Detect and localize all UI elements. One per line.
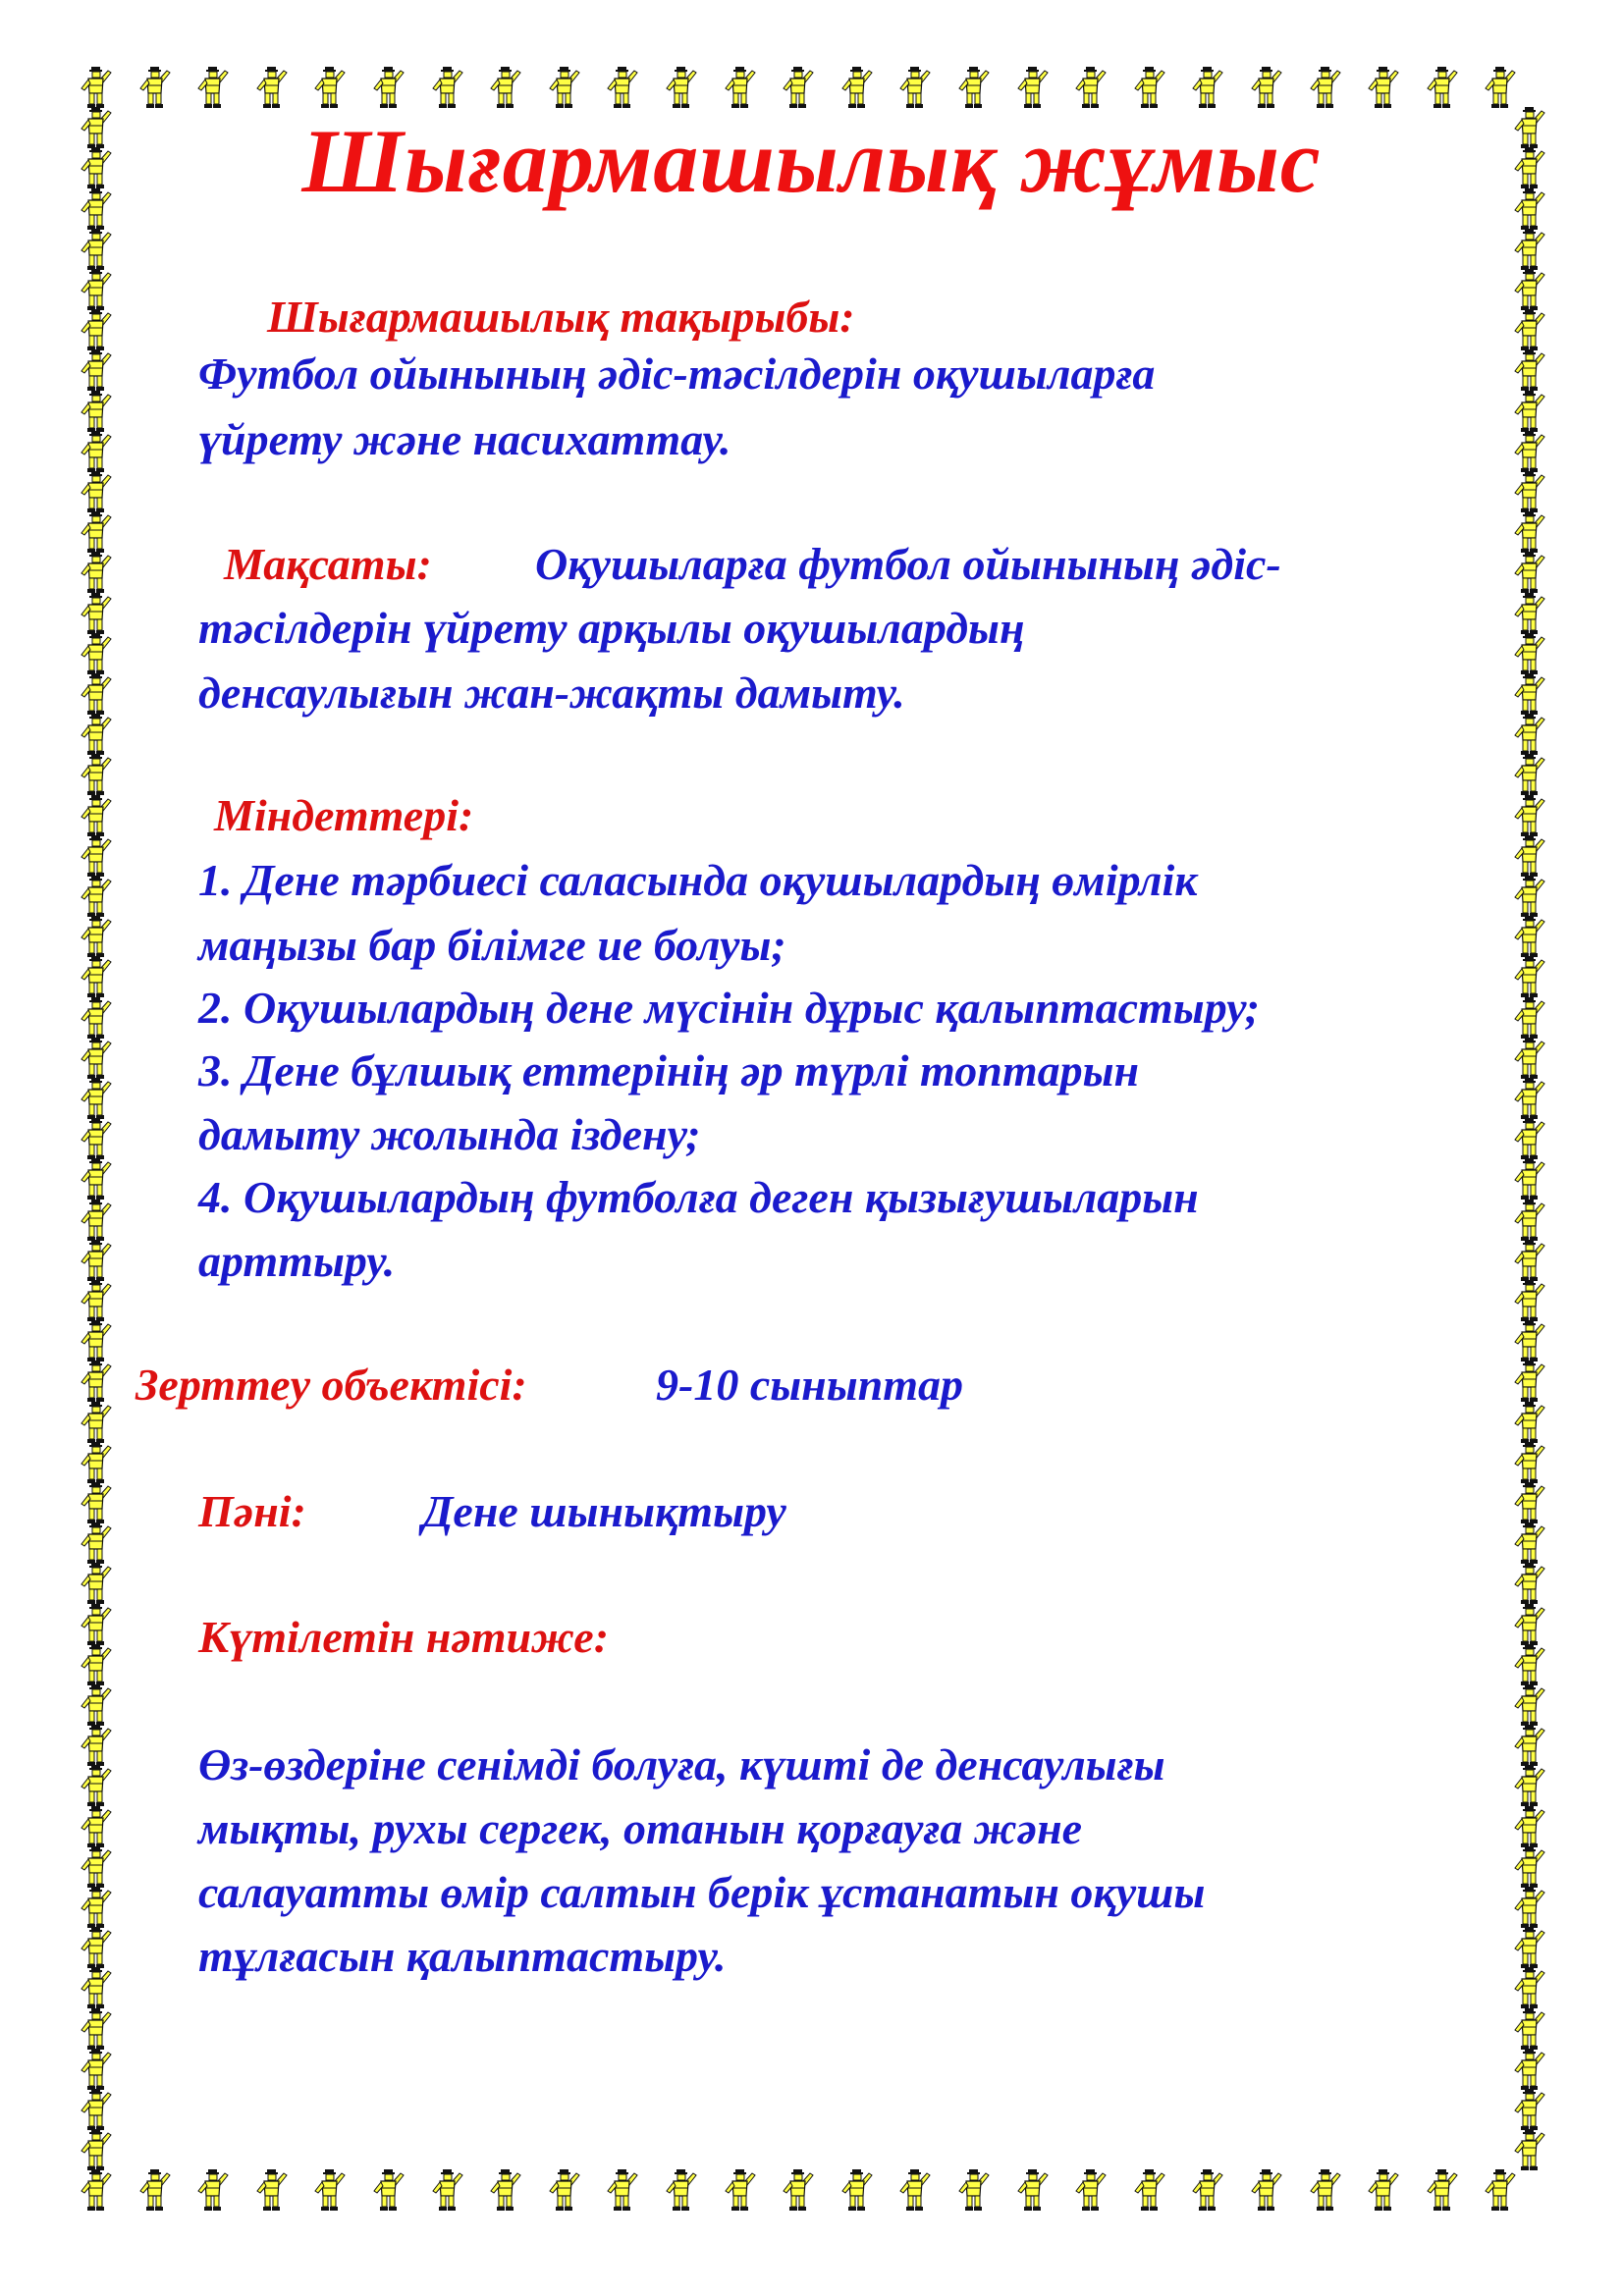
football-player-figure-icon [79, 511, 112, 553]
football-player-figure-icon [79, 1118, 112, 1159]
football-player-figure-icon [1512, 1522, 1545, 1564]
football-player-figure-icon [79, 876, 112, 917]
goal-label: Мақсаты: [224, 539, 432, 589]
research-object-label: Зерттеу объектісі: [135, 1360, 527, 1410]
football-player-figure-icon [1512, 1078, 1545, 1119]
football-player-figure-icon [79, 633, 112, 674]
task-line: 4. Оқушылардың футболға деген қызығушыларын [198, 1172, 1199, 1222]
football-player-figure-icon [1512, 1846, 1545, 1888]
football-player-figure-icon [1512, 471, 1545, 512]
football-player-figure-icon [1512, 1967, 1545, 2008]
goal-line: тәсілдерін үйрету арқылы оқушылардың [198, 603, 1025, 653]
football-player-figure-icon [79, 754, 112, 795]
football-player-figure-icon [1512, 714, 1545, 755]
football-player-figure-icon [79, 997, 112, 1039]
football-player-figure-icon [79, 1563, 112, 1604]
football-player-figure-icon [79, 956, 112, 997]
football-player-figure-icon [1483, 2169, 1516, 2211]
football-player-figure-icon [1308, 2169, 1341, 2211]
football-player-figure-icon [430, 67, 463, 108]
football-player-figure-icon [1073, 67, 1107, 108]
football-player-figure-icon [664, 2169, 697, 2211]
football-player-figure-icon [839, 2169, 873, 2211]
football-player-figure-icon [1512, 1765, 1545, 1806]
football-player-figure-icon [1512, 1118, 1545, 1159]
football-player-figure-icon [1015, 67, 1049, 108]
football-player-figure-icon [723, 67, 756, 108]
football-player-figure-icon [1512, 956, 1545, 997]
goal-line: денсаулығын жан-жақты дамыту. [198, 667, 905, 718]
football-player-figure-icon [79, 1482, 112, 1523]
football-player-figure-icon [1132, 67, 1165, 108]
football-player-figure-icon [79, 1644, 112, 1685]
football-player-figure-icon [79, 1604, 112, 1645]
football-player-figure-icon [1512, 2129, 1545, 2170]
football-player-figure-icon [79, 1280, 112, 1321]
football-player-figure-icon [1512, 1038, 1545, 1079]
football-player-figure-icon [1512, 754, 1545, 795]
football-player-figure-icon [1512, 795, 1545, 836]
football-player-figure-icon [79, 1240, 112, 1281]
football-player-figure-icon [1512, 2008, 1545, 2050]
football-player-figure-icon [781, 67, 814, 108]
football-player-figure-icon [1512, 229, 1545, 270]
football-player-figure-icon [79, 1200, 112, 1241]
football-player-figure-icon [1512, 1158, 1545, 1200]
football-player-figure-icon [79, 2169, 112, 2211]
topic-line: үйрету және насихаттау. [198, 414, 731, 464]
football-player-figure-icon [1512, 673, 1545, 715]
subject-value: Дене шынықтыру [422, 1486, 786, 1536]
football-player-figure-icon [1512, 1806, 1545, 1847]
football-player-figure-icon [79, 269, 112, 310]
football-player-figure-icon [1308, 67, 1341, 108]
football-player-figure-icon [605, 2169, 638, 2211]
football-player-figure-icon [897, 2169, 931, 2211]
subject-label: Пәні: [198, 1486, 306, 1536]
expected-result-line: мықты, рухы сергек, отанын қорғауға және [198, 1803, 1083, 1853]
football-player-figure-icon [1512, 431, 1545, 472]
football-player-figure-icon [1512, 2089, 1545, 2130]
football-player-figure-icon [79, 2049, 112, 2090]
football-player-figure-icon [1512, 1442, 1545, 1483]
football-player-figure-icon [605, 67, 638, 108]
task-line: арттыру. [198, 1236, 396, 1286]
football-player-figure-icon [1512, 1320, 1545, 1362]
football-player-figure-icon [1249, 67, 1282, 108]
football-player-figure-icon [79, 1684, 112, 1726]
football-player-figure-icon [79, 431, 112, 472]
topic-label: Шығармашылық тақырыбы: [267, 292, 855, 342]
football-player-figure-icon [371, 2169, 405, 2211]
football-player-figure-icon [1512, 269, 1545, 310]
football-player-figure-icon [781, 2169, 814, 2211]
football-player-figure-icon [79, 1158, 112, 1200]
football-player-figure-icon [1190, 2169, 1223, 2211]
football-player-figure-icon [1512, 1725, 1545, 1766]
football-player-figure-icon [79, 1927, 112, 1968]
football-player-figure-icon [1512, 835, 1545, 877]
page-title: Шығармашылық жұмыс [301, 111, 1322, 211]
football-player-figure-icon [79, 349, 112, 391]
football-player-figure-icon [79, 1806, 112, 1847]
football-player-figure-icon [254, 2169, 288, 2211]
football-player-figure-icon [1512, 552, 1545, 593]
football-player-figure-icon [1512, 1361, 1545, 1402]
football-player-figure-icon [79, 2089, 112, 2130]
football-player-figure-icon [956, 2169, 990, 2211]
football-player-figure-icon [1512, 1240, 1545, 1281]
football-player-figure-icon [79, 391, 112, 432]
football-player-figure-icon [1512, 916, 1545, 957]
football-player-figure-icon [1249, 2169, 1282, 2211]
football-player-figure-icon [1425, 2169, 1458, 2211]
football-player-figure-icon [79, 229, 112, 270]
football-player-figure-icon [1512, 2049, 1545, 2090]
football-player-figure-icon [488, 67, 521, 108]
football-player-figure-icon [430, 2169, 463, 2211]
football-player-figure-icon [1512, 1644, 1545, 1685]
football-player-figure-icon [79, 593, 112, 634]
football-player-figure-icon [956, 67, 990, 108]
football-player-figure-icon [79, 471, 112, 512]
football-player-figure-icon [1512, 593, 1545, 634]
football-player-figure-icon [79, 1846, 112, 1888]
football-player-figure-icon [488, 2169, 521, 2211]
football-player-figure-icon [1073, 2169, 1107, 2211]
football-player-figure-icon [1425, 67, 1458, 108]
task-line: 1. Дене тәрбиесі саласында оқушылардың өмірлік [198, 855, 1198, 905]
football-player-figure-icon [547, 67, 580, 108]
football-player-figure-icon [79, 1402, 112, 1443]
football-player-figure-icon [79, 1765, 112, 1806]
football-player-figure-icon [79, 916, 112, 957]
football-player-figure-icon [137, 67, 171, 108]
football-player-figure-icon [1512, 1684, 1545, 1726]
expected-result-line: тұлғасын қалыптастыру. [198, 1931, 727, 1981]
expected-result-label: Күтілетін нәтиже: [198, 1612, 610, 1662]
football-player-figure-icon [195, 2169, 229, 2211]
research-object-value: 9-10 сыныптар [656, 1360, 963, 1410]
football-player-figure-icon [1512, 633, 1545, 674]
football-player-figure-icon [79, 552, 112, 593]
football-player-figure-icon [1512, 349, 1545, 391]
football-player-figure-icon [79, 795, 112, 836]
football-player-figure-icon [1512, 391, 1545, 432]
football-player-figure-icon [79, 835, 112, 877]
football-player-figure-icon [79, 2008, 112, 2050]
football-player-figure-icon [1132, 2169, 1165, 2211]
football-player-figure-icon [839, 67, 873, 108]
football-player-figure-icon [1190, 67, 1223, 108]
football-player-figure-icon [1512, 1402, 1545, 1443]
football-player-figure-icon [79, 2129, 112, 2170]
football-player-figure-icon [79, 1725, 112, 1766]
football-player-figure-icon [723, 2169, 756, 2211]
football-player-figure-icon [79, 1522, 112, 1564]
football-player-figure-icon [79, 1320, 112, 1362]
football-player-figure-icon [664, 67, 697, 108]
football-player-figure-icon [547, 2169, 580, 2211]
football-player-figure-icon [79, 673, 112, 715]
football-player-figure-icon [79, 714, 112, 755]
football-player-figure-icon [79, 1078, 112, 1119]
football-player-figure-icon [1512, 309, 1545, 350]
football-player-figure-icon [1512, 1927, 1545, 1968]
task-line: 2. Оқушылардың дене мүсінін дұрыс қалыптастыру; [198, 983, 1261, 1033]
football-player-figure-icon [312, 2169, 346, 2211]
football-player-figure-icon [1512, 1604, 1545, 1645]
expected-result-line: Өз-өздеріне сенімді болуға, күшті де денсаулығы [198, 1739, 1165, 1789]
football-player-figure-icon [79, 1442, 112, 1483]
football-player-figure-icon [1512, 1200, 1545, 1241]
football-player-figure-icon [1512, 1482, 1545, 1523]
football-player-figure-icon [1512, 876, 1545, 917]
football-player-figure-icon [79, 1887, 112, 1928]
task-line: 3. Дене бұлшық еттерінің әр түрлі топтарын [198, 1045, 1140, 1095]
task-line: маңызы бар білімге ие болуы; [198, 920, 786, 970]
football-player-figure-icon [79, 1967, 112, 2008]
football-player-figure-icon [312, 67, 346, 108]
football-player-figure-icon [1512, 1887, 1545, 1928]
topic-line: Футбол ойынының әдіс-тәсілдерін оқушыларға [198, 348, 1156, 399]
task-line: дамыту жолында іздену; [198, 1109, 701, 1159]
football-player-figure-icon [1366, 2169, 1399, 2211]
football-player-figure-icon [79, 67, 112, 108]
goal-line: Оқушыларға футбол ойынының әдіс- [535, 539, 1281, 589]
tasks-label: Міндеттері: [214, 790, 474, 840]
football-player-figure-icon [1483, 67, 1516, 108]
football-player-figure-icon [1015, 2169, 1049, 2211]
football-player-figure-icon [897, 67, 931, 108]
football-player-figure-icon [79, 309, 112, 350]
football-player-figure-icon [254, 67, 288, 108]
football-player-figure-icon [137, 2169, 171, 2211]
football-player-figure-icon [195, 67, 229, 108]
football-player-figure-icon [1512, 511, 1545, 553]
football-player-figure-icon [371, 67, 405, 108]
football-player-figure-icon [79, 1361, 112, 1402]
football-player-figure-icon [79, 1038, 112, 1079]
football-player-figure-icon [1512, 997, 1545, 1039]
football-player-figure-icon [1512, 1563, 1545, 1604]
football-player-figure-icon [1512, 1280, 1545, 1321]
football-player-figure-icon [1366, 67, 1399, 108]
expected-result-line: салауатты өмір салтын берік ұстанатын оқушы [198, 1867, 1206, 1917]
